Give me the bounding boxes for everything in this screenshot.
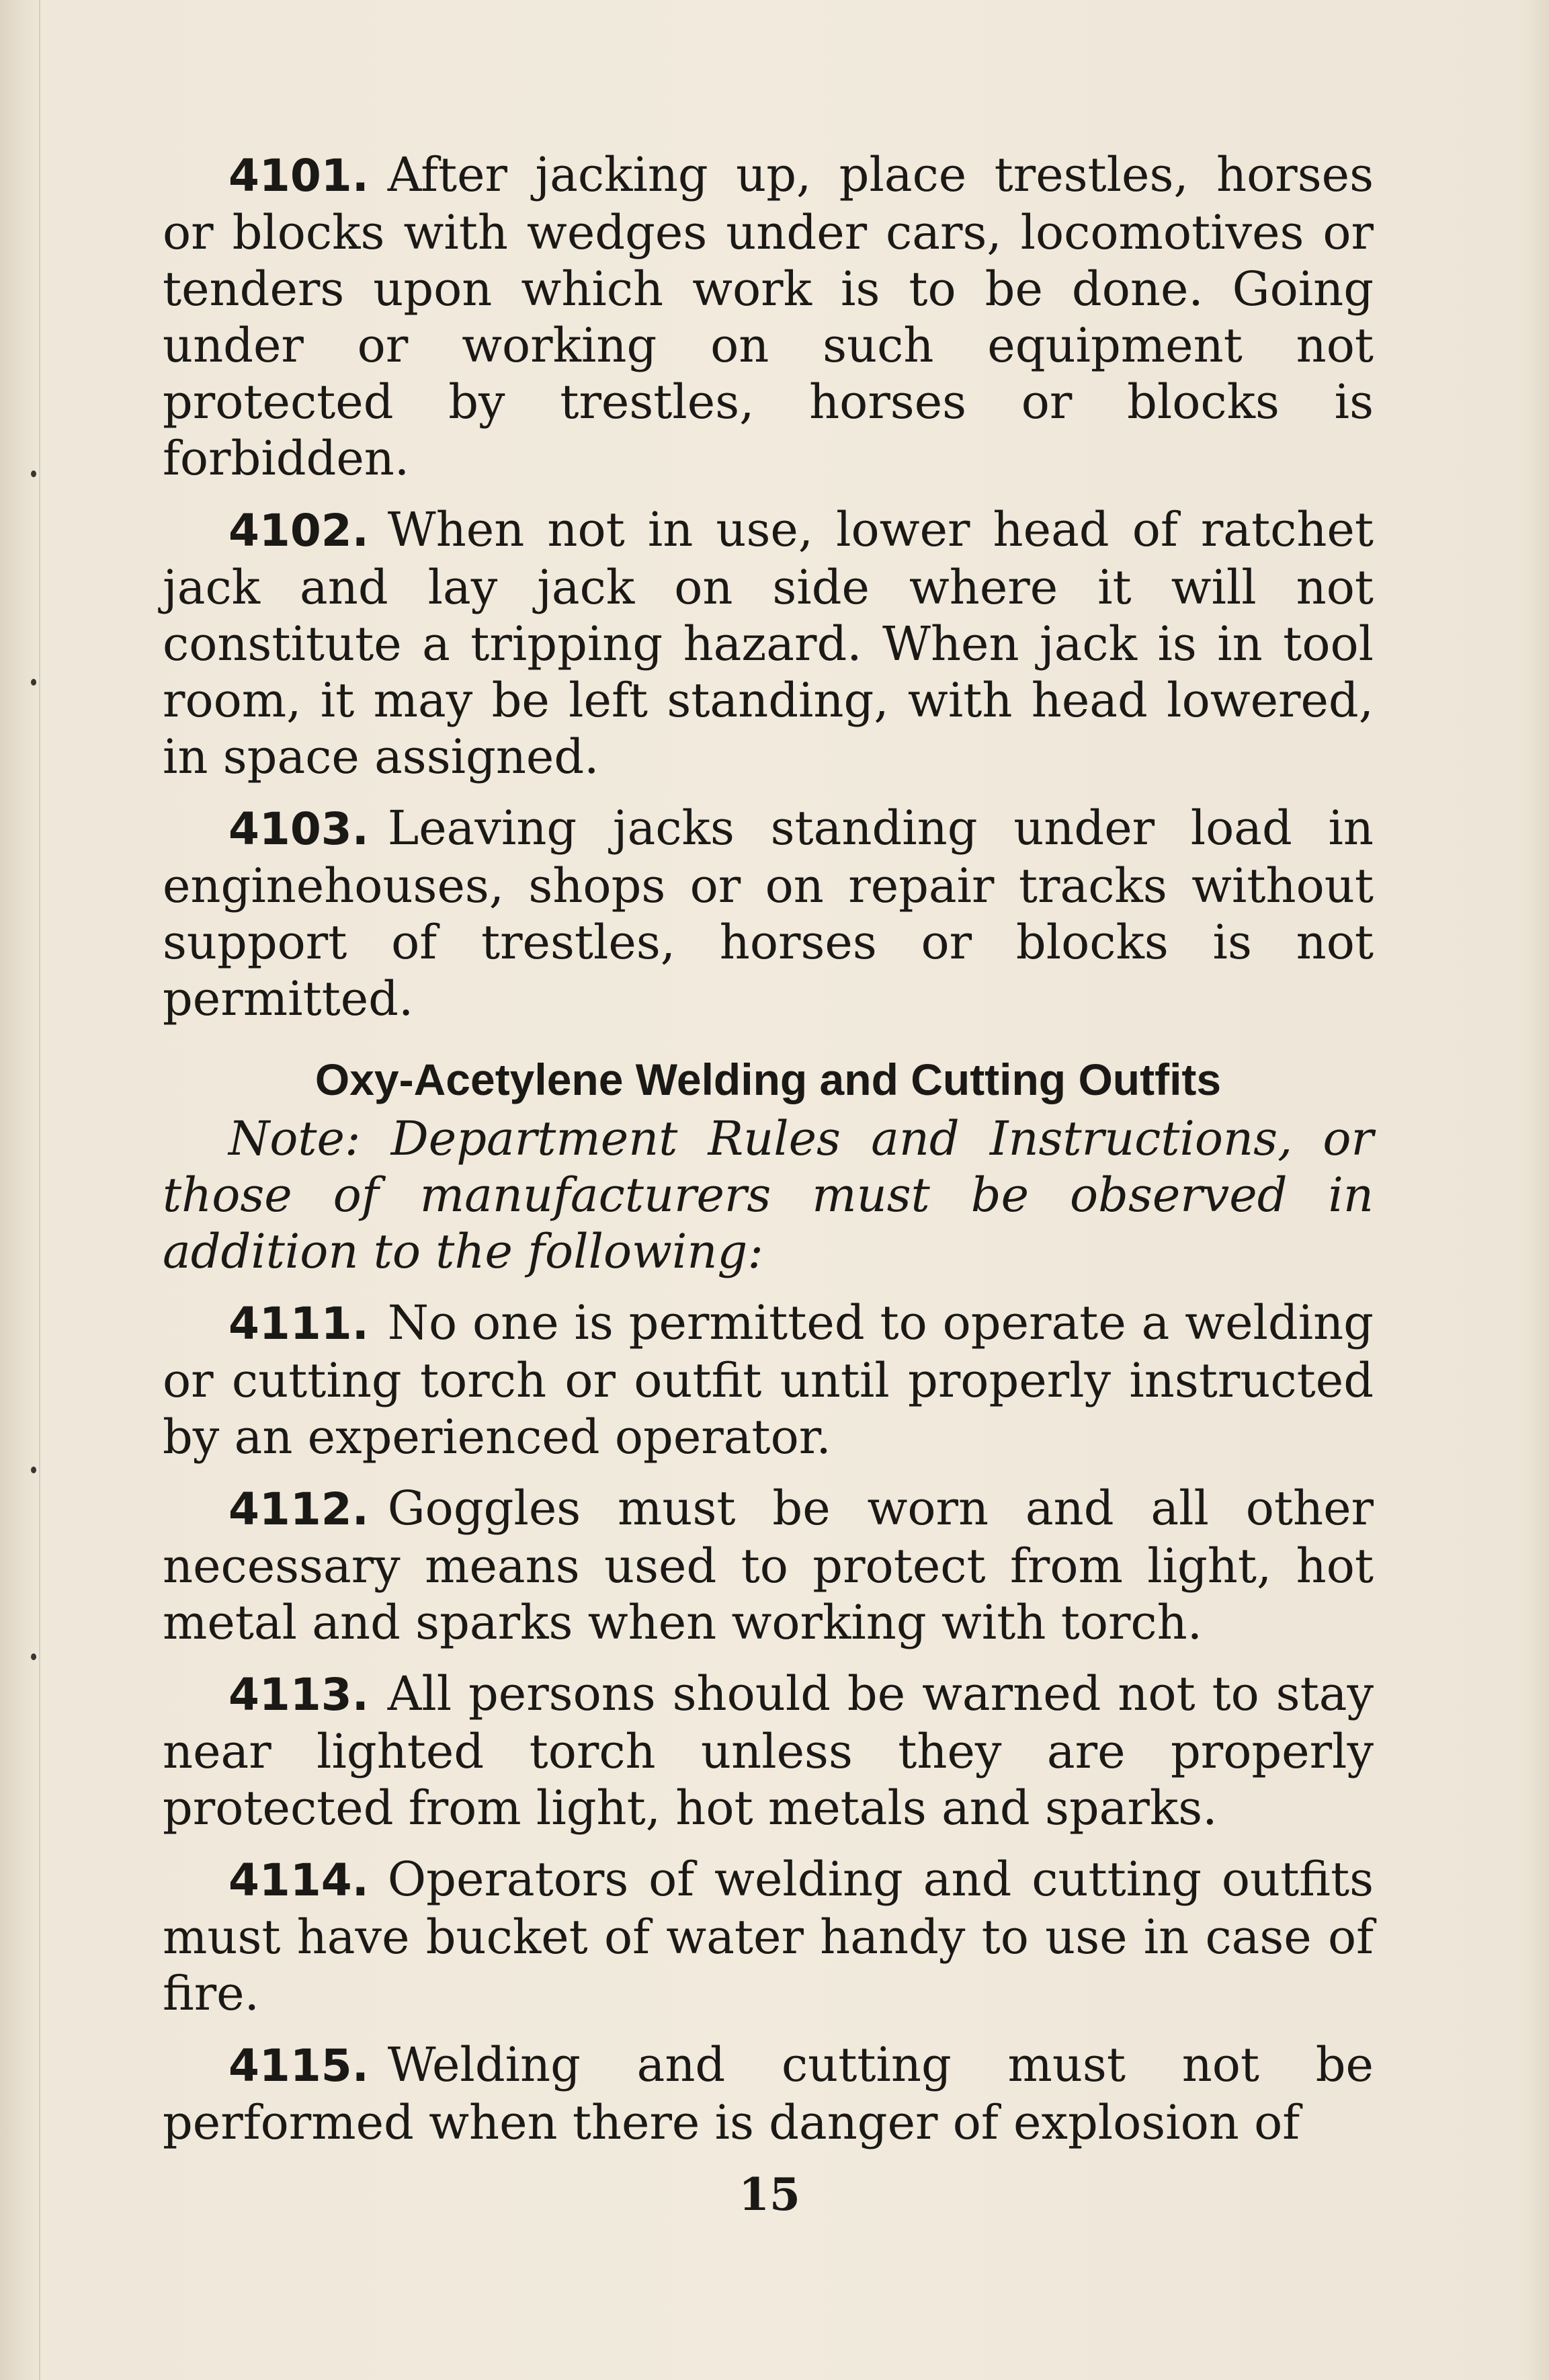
- page-number: 15: [739, 2168, 800, 2221]
- binding-stitch-mark: [31, 1467, 36, 1473]
- rule-4103: [163, 800, 1374, 1027]
- rule-text: When not in use, lower head of ratchet jack and lay jack on side where it will not constitute a tripping hazard. When jack is in tool room, it may be left standing, with head lowered, in space assigned.: [163, 502, 1374, 784]
- rule-number: 4111.: [228, 1298, 369, 1350]
- rule-4113: [163, 1666, 1374, 1836]
- rule-number: 4115.: [228, 2040, 369, 2092]
- rule-4112: [163, 1480, 1374, 1651]
- rule-text: Goggles must be worn and all other necessary means used to protect from light, hot metal and sparks when working with torch.: [163, 1481, 1374, 1650]
- rule-4101: [163, 147, 1374, 487]
- binding-stitch-mark: [31, 1653, 36, 1660]
- rule-text: No one is permitted to operate a welding or cutting torch or outfit until properly instructed by an experienced operator.: [163, 1295, 1374, 1465]
- page-right-edge: [1522, 0, 1549, 2380]
- section-note: Note: Department Rules and Instructions, or those of manufacturers must be observed in addition to the following:: [163, 1111, 1374, 1279]
- binding-stitch-mark: [31, 679, 36, 686]
- rule-4115: [163, 2037, 1374, 2151]
- page-binding-edge: [0, 0, 40, 2380]
- rule-number: 4112.: [228, 1483, 369, 1535]
- rule-number: 4113.: [228, 1669, 369, 1721]
- rule-4114: [163, 1851, 1374, 2022]
- rule-number: 4102.: [228, 505, 369, 557]
- rule-text: Operators of welding and cutting outfits must have bucket of water handy to use in case of fire.: [163, 1852, 1374, 2021]
- rule-number: 4114.: [228, 1854, 369, 1906]
- rule-text: All persons should be warned not to stay near lighted torch unless they are properly protected from light, hot metals and sparks.: [163, 1666, 1374, 1836]
- rule-number: 4103.: [228, 803, 369, 855]
- rule-4111: [163, 1295, 1374, 1465]
- rule-text: Leaving jacks standing under load in enginehouses, shops or on repair tracks without support of trestles, horses or blocks is not permitted.: [163, 801, 1374, 1026]
- rule-4102: [163, 501, 1374, 785]
- section-heading: Oxy-Acetylene Welding and Cutting Outfits: [315, 1055, 1222, 1104]
- rule-text: After jacking up, place trestles, horses or blocks with wedges under cars, locomotives or tenders upon which work is to be done. Going under or working on such equipment not protected by trestles, horses or blocks is forbidden.: [163, 147, 1374, 486]
- page-text-column: [163, 147, 1374, 2166]
- rule-text: Welding and cutting must not be performed when there is danger of explosion of: [163, 2037, 1374, 2150]
- rule-number: 4101.: [228, 150, 369, 202]
- binding-stitch-mark: [31, 470, 36, 477]
